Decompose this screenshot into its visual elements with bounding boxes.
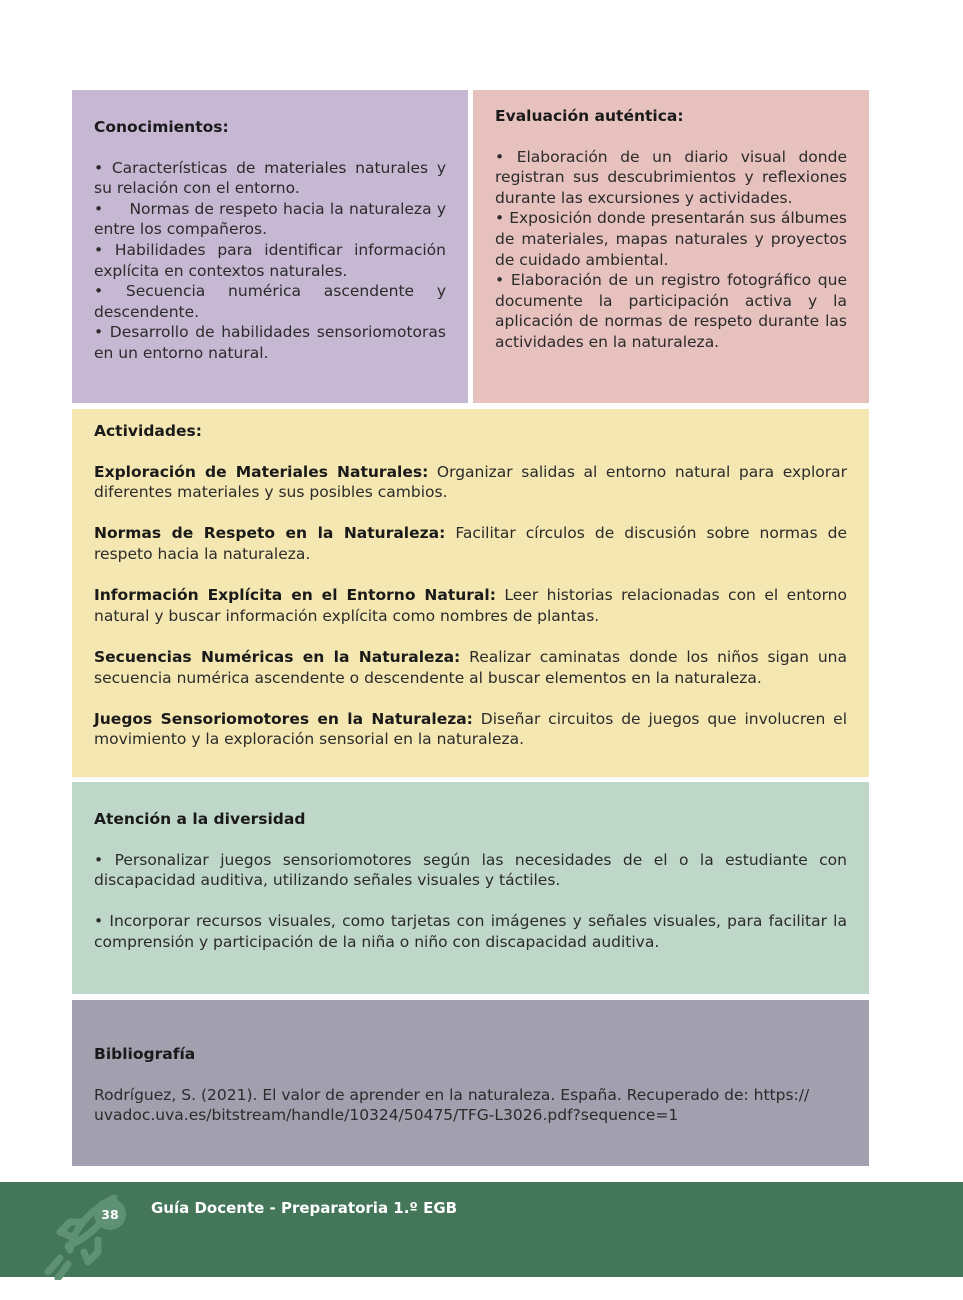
evaluacion-box [473, 90, 869, 403]
evaluacion-title: Evaluación auténtica: [495, 107, 684, 125]
conocimientos-item: • Secuencia numérica ascendente y descendente. [94, 282, 446, 321]
bibliografia-link[interactable]: uvadoc.uva.es/bitstream/handle/10324/50475/TFG-L3026.pdf?sequence=1 [94, 1106, 679, 1125]
conocimientos-item: • Desarrollo de habilidades sensoriomotoras en un entorno natural. [94, 323, 446, 362]
diversidad-item: • Personalizar juegos sensoriomotores según las necesidades de el o la estudiante con discapacidad auditiva, utilizando señales visuales y táctiles. [94, 850, 847, 890]
actividad-label: Información Explícita en el Entorno Natural: [94, 586, 496, 605]
bibliografia-title: Bibliografía [94, 1045, 196, 1063]
actividad-text: Organizar salidas al entorno natural para explorar diferentes materiales y sus posibles cambios. [94, 462, 847, 502]
conocimientos-title: Conocimientos: [94, 118, 229, 136]
conocimientos-item: • Habilidades para identificar información explícita en contextos naturales. [94, 240, 446, 280]
actividad-text: Diseñar circuitos de juegos que involucren el movimiento y la exploración sensorial en la naturaleza. [94, 709, 847, 749]
actividad-item [94, 647, 847, 688]
conocimientos-item: • Normas de respeto hacia la naturaleza y entre los compañeros. [94, 199, 451, 239]
actividad-item [94, 709, 847, 750]
conocimientos-box [72, 90, 468, 403]
actividad-label: Secuencias Numéricas en la Naturaleza: [94, 647, 461, 666]
evaluacion-item: • Elaboración de un registro fotográfico que documente la participación activa y la aplicación de normas de respeto durante las actividades en la naturaleza. [495, 271, 847, 351]
actividad-label: Juegos Sensoriomotores en la Naturaleza: [94, 709, 473, 728]
diversidad-box [72, 782, 869, 994]
footer-title: Guía Docente - Preparatoria 1.º EGB [151, 1199, 458, 1217]
actividad-text: Realizar caminatas donde los niños sigan una secuencia numérica ascendente o descendente al buscar elementos en la naturaleza. [94, 647, 848, 687]
diversidad-title: Atención a la diversidad [94, 810, 306, 828]
page-number: 38 [94, 1198, 126, 1230]
actividad-item [94, 585, 847, 626]
page-footer [0, 1182, 963, 1277]
bibliografia-box [72, 1000, 869, 1166]
actividad-label: Exploración de Materiales Naturales: [94, 462, 429, 481]
conocimientos-item: • Características de materiales naturales y su relación con el entorno. [94, 158, 446, 198]
actividad-label: Normas de Respeto en la Naturaleza: [94, 524, 446, 543]
actividad-item [94, 523, 847, 564]
evaluacion-item: • Exposición donde presentarán sus álbumes de materiales, mapas naturales y proyectos de cuidado ambiental. [495, 209, 847, 269]
actividad-text: Facilitar círculos de discusión sobre normas de respeto hacia la naturaleza. [94, 524, 847, 563]
actividad-text: Leer historias relacionadas con el entorno natural y buscar información explícita como nombres de plantas. [94, 586, 847, 625]
actividades-box [72, 409, 869, 777]
evaluacion-item: • Elaboración de un diario visual donde registran sus descubrimientos y reflexiones durante las excursiones y actividades. [495, 147, 847, 207]
diversidad-item: • Incorporar recursos visuales, como tarjetas con imágenes y señales visuales, para facilitar la comprensión y participación de la niña o niño con discapacidad auditiva. [94, 912, 847, 951]
actividad-item [94, 462, 847, 503]
bibliografia-line: Rodríguez, S. (2021). El valor de aprender en la naturaleza. España. Recuperado de: https:// [94, 1085, 810, 1104]
actividades-title: Actividades: [94, 422, 202, 440]
